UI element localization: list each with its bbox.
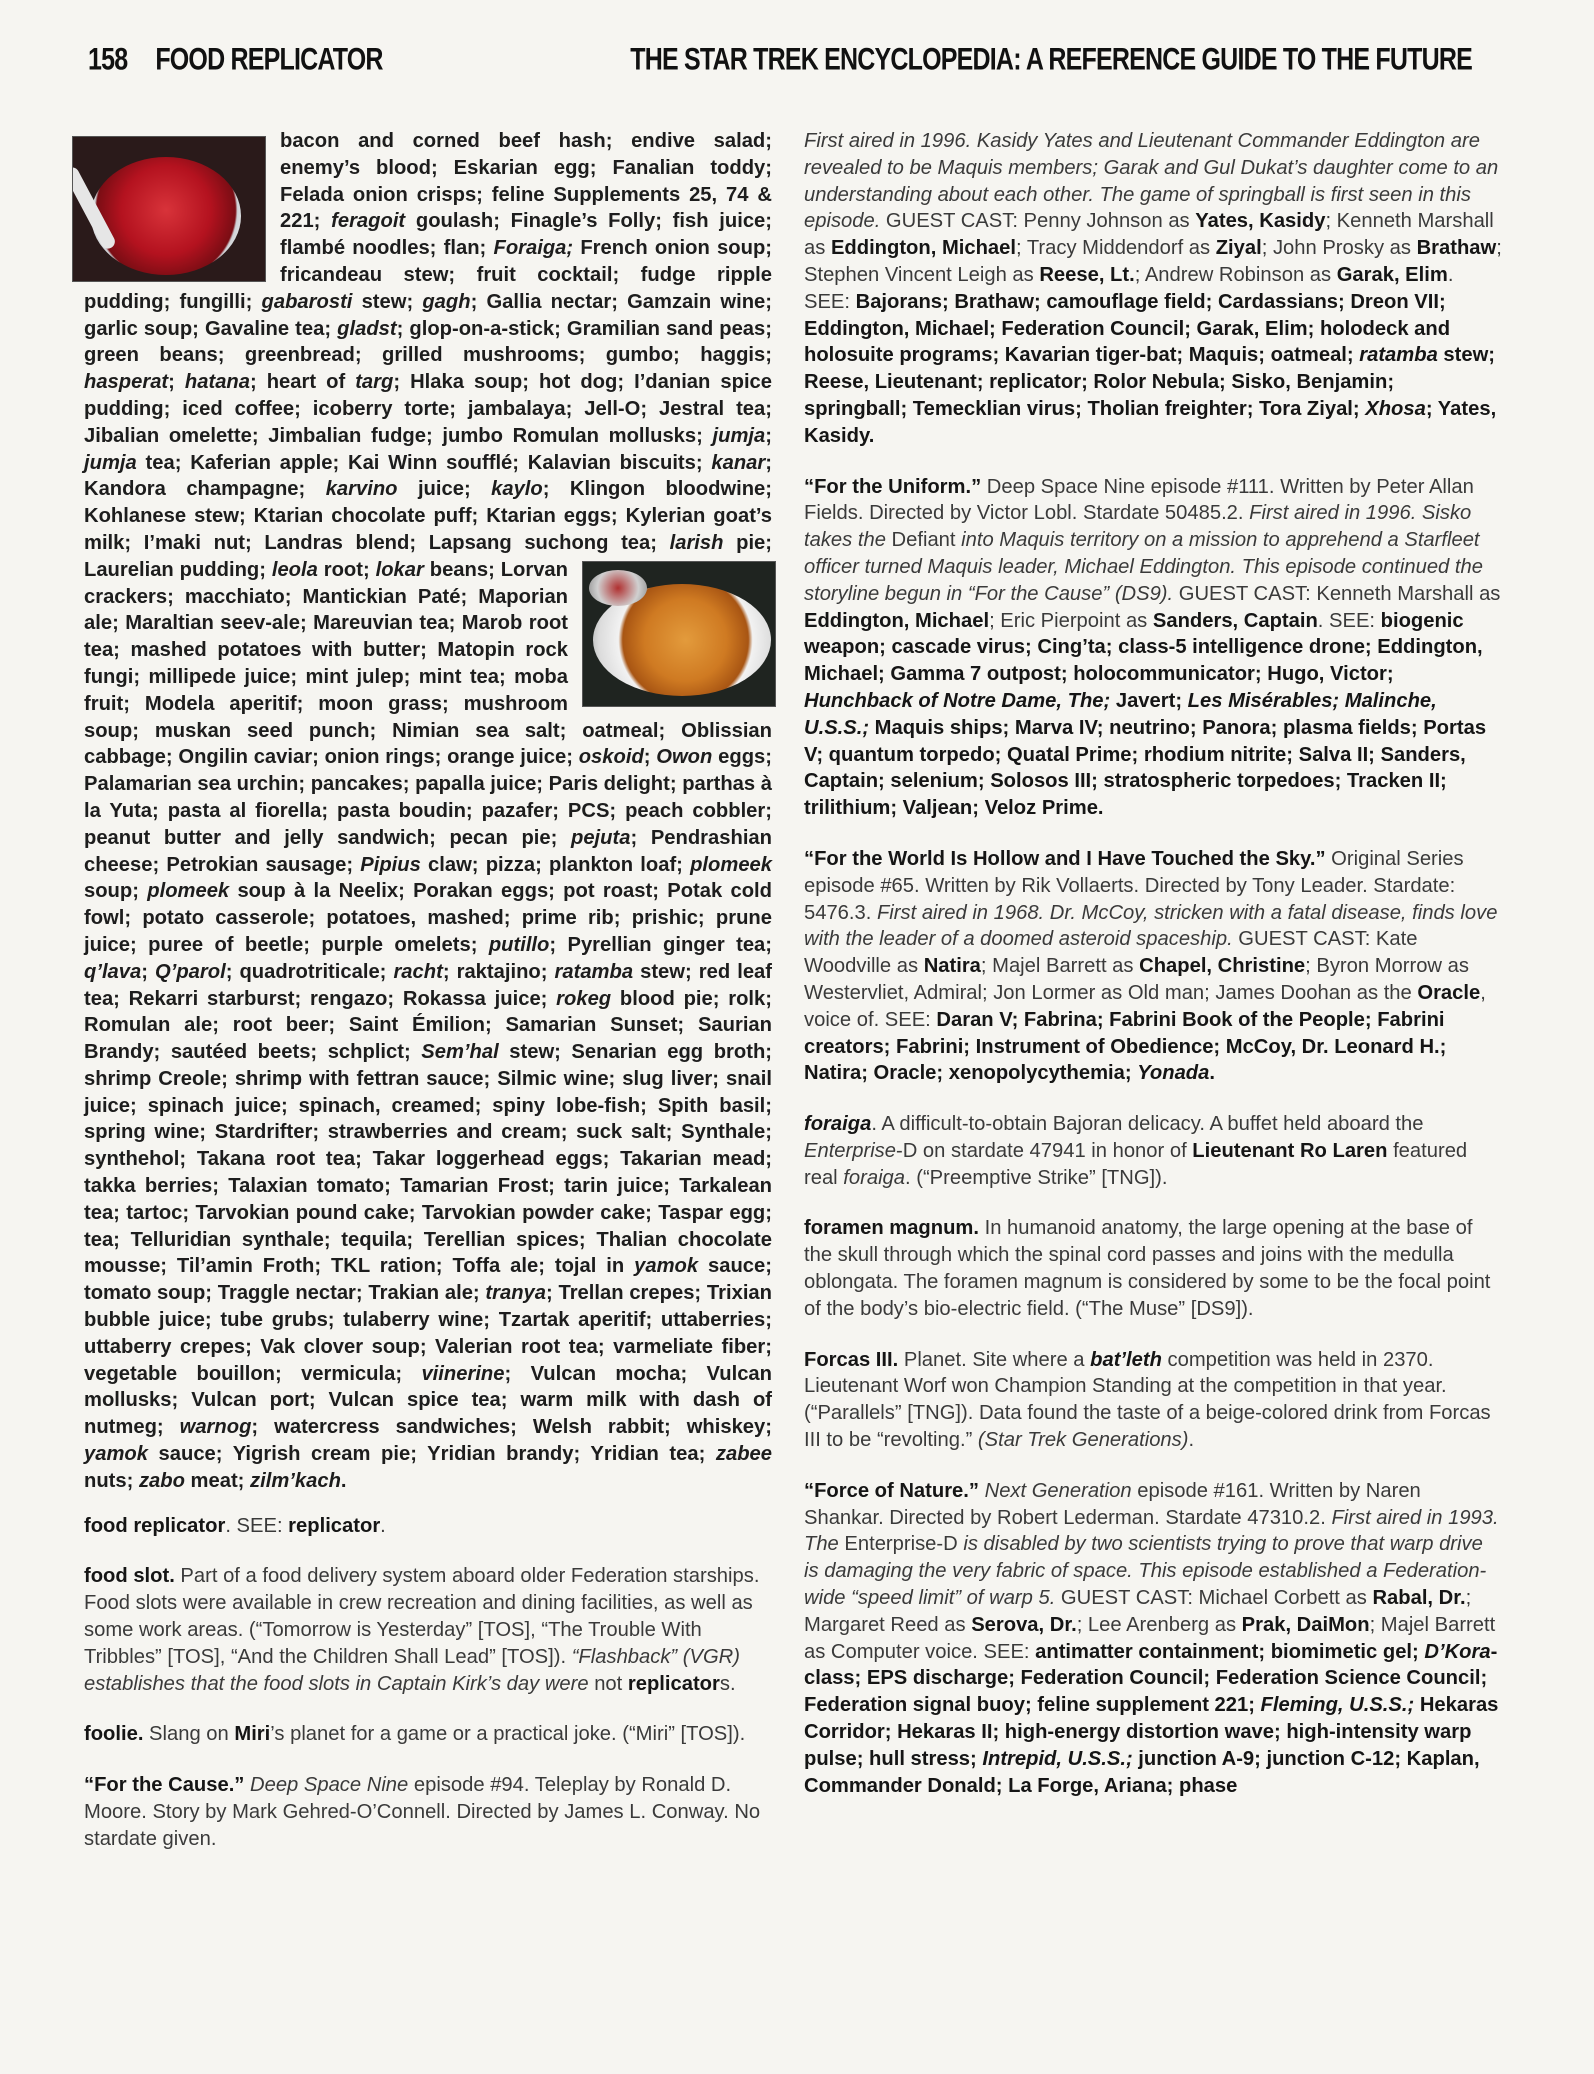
cast-name: Prak, DaiMon xyxy=(1241,1613,1370,1636)
see-also: Bajorans; Brathaw; camouflage field; Cardassians; Dreon VII; Eddington, Michael; Federation Council; Garak, Elim; holodeck and holosuite programs; Kavarian tiger-bat; Maquis; oatmeal; xyxy=(804,290,1451,367)
list-text: ; xyxy=(765,424,772,447)
see-also: antimatter containment; biomimetic gel; xyxy=(1035,1640,1425,1663)
list-term: lokar xyxy=(375,558,424,581)
list-text: stew; red leaf tea; Rekarri starburst; rengazo; Rokassa juice; xyxy=(84,960,772,1010)
list-term: q’lava xyxy=(84,960,142,983)
see-also: stew; Reese, Lieutenant; replicator; Rolor Nebula; Sisko, Benjamin; springball; Temecklian virus; Tholian freighter; Tora Ziyal; xyxy=(804,344,1496,420)
headword: “For the Cause.” xyxy=(84,1774,245,1797)
headword: “For the Uniform.” xyxy=(804,475,982,498)
entry-text: ; Stephen Vincent Leigh as xyxy=(804,237,1502,286)
entry-text: GUEST CAST: Michael Corbett as xyxy=(1055,1587,1373,1610)
list-text: ; watercress sandwiches; Welsh rabbit; whiskey; xyxy=(251,1416,772,1439)
list-term: leola xyxy=(271,558,318,581)
cast-name: Garak, Elim xyxy=(1336,263,1448,286)
headword: foolie. xyxy=(84,1723,144,1746)
page-number: 158 xyxy=(88,41,128,77)
entry-forcas-iii xyxy=(804,1347,1502,1454)
cross-reference: Miri xyxy=(234,1723,271,1746)
list-term: Foraiga; xyxy=(493,237,574,260)
headword: foraiga xyxy=(804,1113,872,1136)
list-term: racht xyxy=(393,960,443,983)
list-term: zabo xyxy=(138,1469,185,1492)
ship-name: Enterprise xyxy=(804,1139,897,1162)
list-term: gabarosti xyxy=(261,290,353,313)
list-term: ratamba xyxy=(554,960,634,983)
entry-text: ; John Prosky as xyxy=(1261,237,1417,260)
entry-text: . SEE: xyxy=(804,263,1454,313)
entry-note: “Flashback” (VGR) establishes that the food slots in Captain Kirk’s day were xyxy=(84,1645,740,1695)
list-text: . xyxy=(340,1469,347,1492)
headword: Forcas III. xyxy=(804,1348,899,1371)
synopsis: First aired in 1968. Dr. McCoy, stricken with a fatal disease, finds love with the leader of a doomed asteroid spaceship. xyxy=(804,901,1498,951)
list-term: warnog xyxy=(179,1416,252,1439)
entry-text: , voice of. SEE: xyxy=(804,981,1486,1031)
entry-text: Part of a food delivery system aboard older Federation starships. Food slots were available in crew recreation and dining facilities, as well as some work areas. (“Tomorrow is Yesterday” [TOS], “The Trouble With Tribbles” [TOS], “And the Children Shall Lead” [TOS]). xyxy=(84,1565,760,1668)
list-text: ; quadrotriticale; xyxy=(225,960,394,983)
headword: “For the World Is Hollow and I Have Touched the Sky.” xyxy=(804,847,1326,870)
list-text: ; Klingon bloodwine; Kohlanese stew; Ktarian chocolate puff; Ktarian eggs; Kylerian goat’s milk; I’maki nut; Landras blend; Lapsang suchong tea; xyxy=(84,478,773,554)
cast-name: Serova, Dr. xyxy=(971,1613,1077,1636)
ship-name: Defiant xyxy=(885,529,962,552)
list-term: zabee xyxy=(715,1443,772,1466)
list-text: meat; xyxy=(184,1469,251,1492)
synopsis: First aired in 1996. Kasidy Yates and Lieutenant Commander Eddington are revealed to be Maquis members; Garak and Gul Dukat’s daughter come to an understanding about each other. The game of springball is first seen in this episode. xyxy=(804,130,1499,233)
list-text: ; Kandora champagne; xyxy=(84,451,772,501)
list-term: Pipius xyxy=(360,853,421,876)
list-term: pejuta xyxy=(571,826,631,849)
list-text: ; heart of xyxy=(249,371,356,394)
list-text: ; Pyrellian ginger tea; xyxy=(549,933,772,956)
list-text: ; xyxy=(141,960,156,983)
book-title: THE STAR TREK ENCYCLOPEDIA: A REFERENCE GUIDE TO THE FUTURE xyxy=(630,41,1472,77)
synopsis: into Maquis territory on a mission to apprehend a Starfleet officer turned Maquis leader, Michael Eddington. This episode continued the storyline begun in “For the Cause” (DS9). xyxy=(804,529,1483,605)
headword: “Force of Nature.” xyxy=(804,1479,979,1502)
entry-text: featured real xyxy=(804,1139,1468,1189)
list-term: targ xyxy=(355,371,394,394)
list-text: ; xyxy=(643,746,657,769)
running-header xyxy=(88,41,1472,78)
entry-text: GUEST CAST: Penny Johnson as xyxy=(880,210,1196,233)
cast-name: Yates, Kasidy xyxy=(1195,210,1326,233)
list-text: goulash; Finagle’s Folly; fish juice; flambé noodles; flan; xyxy=(280,210,773,260)
list-text: pie; Laurelian pudding; xyxy=(84,531,773,581)
synopsis: First aired in 1993. The xyxy=(804,1506,1499,1556)
list-term: hatana xyxy=(184,371,250,394)
list-term: gladst xyxy=(337,317,397,340)
see-also: Daran V; Fabrina; Fabrini Book of the People; Fabrini creators; Fabrini; Instrument of Obedience; McCoy, Dr. Leonard H.; Natira; Oracle; xenopolycythemia; xyxy=(804,1008,1447,1085)
list-text: sauce; tomato soup; Traggle nectar; Trakian ale; xyxy=(84,1255,772,1305)
entry-for-the-uniform xyxy=(804,474,1502,822)
section-title: FOOD REPLICATOR xyxy=(155,41,383,77)
ship-name: Enterprise-D xyxy=(838,1533,964,1556)
see-also: Fleming, U.S.S.; xyxy=(1260,1694,1415,1717)
list-text: ; Trellan crepes; Trixian bubble juice; tube grubs; tulaberry wine; Tzartak aperitif; uttaberries; uttaberry crepes; Vak clover soup; Valerian root tea; varmeliate fiber; vegetable bouillon; vermicula; xyxy=(84,1282,772,1385)
list-term: plomeek xyxy=(147,880,230,903)
side-dish-image xyxy=(589,570,647,606)
list-term: zilm’kach xyxy=(250,1469,341,1492)
entry-text: -D on stardate 47941 in honor of xyxy=(896,1139,1193,1162)
see-also: Maquis ships; Marva IV; neutrino; Panora; plasma fields; Portas V; quantum torpedo; Quatal Prime; rhodium nitrite; Salva II; Sanders, Captain; selenium; Solosos III; stratospheric torpedoes; Tracken II; trilithium; Valjean; Veloz Prime. xyxy=(804,716,1487,820)
cross-reference: replicator xyxy=(627,1672,720,1695)
entry-text: episode #161. Written by Naren Shankar. Directed by Robert Lederman. Stardate 47310.2. xyxy=(804,1479,1421,1529)
cast-name: Chapel, Christine xyxy=(1139,955,1306,978)
term: foraiga xyxy=(843,1166,906,1189)
entry-text: ; Majel Barrett as xyxy=(980,955,1140,978)
cross-reference: replicator xyxy=(288,1514,381,1537)
entry-text: ; Margaret Reed as xyxy=(804,1587,1472,1636)
cast-name: Reese, Lt. xyxy=(1039,263,1135,286)
list-term: karvino xyxy=(325,478,398,501)
see-also: Yonada xyxy=(1137,1062,1210,1085)
cast-name: Rabal, Dr. xyxy=(1372,1587,1466,1610)
cast-name: Brathaw xyxy=(1416,237,1497,260)
entry-text: episode #94. Teleplay by Ronald D. Moore. Story by Mark Gehred-O’Connell. Directed by James L. Conway. No stardate given. xyxy=(84,1774,761,1850)
list-text: ; glop-on-a-stick; Gramilian sand peas; green beans; greenbread; grilled mushrooms; gumbo; haggis; xyxy=(84,317,772,367)
see-also: D’Kora xyxy=(1424,1640,1491,1663)
entry-text: Deep Space Nine episode #111. Written by Peter Allan Fields. Directed by Victor Lobl. Stardate 50485.2. xyxy=(804,475,1474,525)
list-term: hasperat xyxy=(84,371,169,394)
list-text: sauce; Yigrish cream pie; Yridian brandy; Yridian tea; xyxy=(147,1443,716,1466)
entry-text: ; Eric Pierpoint as xyxy=(989,609,1153,632)
list-term: jumja xyxy=(712,424,766,447)
entry-text: ’s planet for a game or a practical joke. (“Miri” [TOS]). xyxy=(270,1723,746,1746)
cast-name: Eddington, Michael xyxy=(830,237,1016,260)
entry-for-the-cause-continued xyxy=(804,128,1502,450)
list-text: stew; Senarian egg broth; shrimp Creole; shrimp with fettran sauce; Silmic wine; slug liver; snail juice; spinach juice; spinach, creamed; spiny lobe-fish; Spith basil; spring wine; Stardrifter; strawberries and cream; suck salt; Synthale; synthehol; Takana root tea; Takar loggerhead eggs; Takarian mead; takka berries; Talaxian tomato; Tamarian Frost; tarin juice; Tarkalean tea; tartoc; Tarvokian pound cake; Tarvokian powder cake; Taspar egg; tea; Telluridian synthale; tequila; Terellian spices; Thalian chocolate mousse; Til’amin Froth; TKL ration; Toffa ale; tojal in xyxy=(84,1041,772,1278)
list-text: French onion soup; fricandeau stew; fruit cocktail; fudge ripple pudding; fungilli; xyxy=(84,237,772,313)
list-text: tea; Kaferian apple; Kai Winn soufflé; Kalavian biscuits; xyxy=(136,451,712,474)
orange-dish-photo xyxy=(582,561,776,707)
entry-for-the-cause xyxy=(84,1772,772,1852)
list-term: kaylo xyxy=(491,478,543,501)
entry-text: . xyxy=(1188,1429,1195,1452)
list-text: nuts; xyxy=(84,1469,139,1492)
list-text: soup à la Neelix; Porakan eggs; pot roast; Potak cold fowl; potato casserole; potatoes, mashed; prime rib; prishic; prune juice; puree of beetle; purple omelets; xyxy=(84,880,772,956)
right-column xyxy=(804,128,1502,1823)
list-term: yamok xyxy=(634,1255,699,1278)
list-text: root; xyxy=(317,558,376,581)
list-text: juice; xyxy=(397,478,492,501)
list-text: ; xyxy=(168,371,185,394)
list-term: putillo xyxy=(488,933,550,956)
list-text: soup; xyxy=(84,880,148,903)
see-also: Hekaras Corridor; Hekaras II; high-energy distortion wave; high-intensity warp pulse; hull stress; xyxy=(804,1694,1499,1770)
entry-text: Planet. Site where a xyxy=(898,1348,1091,1371)
cast-name: Eddington, Michael xyxy=(804,609,990,632)
entry-foraiga xyxy=(804,1111,1502,1191)
list-text: ; raktajino; xyxy=(442,960,555,983)
entry-text: . SEE: xyxy=(225,1514,289,1537)
entry-text: In humanoid anatomy, the large opening at the base of the skull through which the spinal cord passes and joins with the medulla oblongata. The foramen magnum is considered by some to be the focal point of the body’s bio-electric field. (“The Muse” [DS9]). xyxy=(804,1217,1491,1320)
cross-reference: Lieutenant Ro Laren xyxy=(1192,1139,1388,1162)
entry-text: . SEE: xyxy=(1317,609,1381,632)
cast-name: Oracle xyxy=(1417,981,1481,1004)
see-also: . xyxy=(1209,1062,1215,1085)
see-also: Les Misérables; Malinche, U.S.S.; xyxy=(804,689,1437,739)
list-text: bacon and corned beef hash; endive salad; enemy’s blood; Eskarian egg; Fanalian toddy; Felada onion crisps; feline Supplements 25, 74 & 221; xyxy=(280,130,772,233)
list-text: beans; Lorvan crackers; macchiato; Mantickian Paté; Maporian ale; Maraltian seev-ale; Mareuvian tea; Marob root tea; mashed potatoes with butter; Matopin rock fungi; millipede juice; mint julep; mint tea; moba fruit; Modela aperitif; moon grass; mushroom soup; muskan seed punch; Nimian sea salt; oatmeal; Oblissian cabbage; Ongilin caviar; onion rings; orange juice; xyxy=(84,558,772,769)
list-term: kanar xyxy=(711,451,766,474)
entry-text: ; Andrew Robinson as xyxy=(1134,263,1337,286)
see-also: Javert; xyxy=(1110,689,1188,712)
entry-food-slot xyxy=(84,1563,772,1697)
entry-text: . xyxy=(380,1514,386,1537)
entry-text: . A difficult-to-obtain Bajoran delicacy. A buffet held aboard the xyxy=(871,1113,1424,1136)
see-also: ratamba xyxy=(1359,344,1438,367)
red-dish-photo xyxy=(72,136,266,282)
list-term: Q’parol xyxy=(155,960,226,983)
header-left xyxy=(88,42,383,78)
list-text: ; Pendrashian cheese; Petrokian sausage; xyxy=(84,826,772,876)
see-also: junction A-9; junction C-12; Kaplan, Commander Donald; La Forge, Ariana; phase xyxy=(804,1747,1480,1797)
cast-name: Ziyal xyxy=(1215,237,1262,260)
list-text: blood pie; rolk; Romulan ale; root beer; Saint Émilion; Samarian Sunset; Saurian Brandy; sautéed beets; schplict; xyxy=(84,987,772,1064)
entry-text: s. xyxy=(719,1672,736,1695)
entry-text: ; Majel Barrett as Computer voice. SEE: xyxy=(804,1613,1496,1663)
entry-text: ; Lee Arenberg as xyxy=(1076,1613,1242,1636)
headword: food replicator xyxy=(84,1514,226,1537)
synopsis: First aired in 1996. Sisko takes the xyxy=(804,502,1472,552)
list-text: ; Gallia nectar; Gamzain wine; garlic soup; Gavaline tea; xyxy=(84,290,772,340)
synopsis: is disabled by two scientists trying to prove that warp drive is damaging the very fabric of space. This episode established a Federation-wide “speed limit” of warp 5. xyxy=(804,1533,1487,1610)
entry-text: not xyxy=(588,1672,628,1695)
film-title: (Star Trek Generations) xyxy=(977,1429,1189,1452)
see-also: Hunchback of Notre Dame, The; xyxy=(804,689,1111,712)
entry-foramen-magnum xyxy=(804,1215,1502,1322)
headword: food slot. xyxy=(84,1565,175,1588)
entry-text: GUEST CAST: Kenneth Marshall as xyxy=(1173,582,1501,605)
entry-foolie xyxy=(84,1721,772,1748)
list-text: claw; pizza; plankton loaf; xyxy=(420,853,691,876)
left-column xyxy=(84,128,772,1877)
entry-text: ; Tracy Middendorf as xyxy=(1016,237,1216,260)
entry-text: . (“Preemptive Strike” [TNG]). xyxy=(905,1166,1168,1189)
entry-text: Slang on xyxy=(143,1723,235,1746)
entry-text: ; Kenneth Marshall as xyxy=(804,210,1494,260)
entry-text: GUEST CAST: Kate Woodville as xyxy=(804,928,1418,978)
list-text: eggs; Palamarian sea urchin; pancakes; papalla juice; Paris delight; parthas à la Yuta; pasta al fiorella; pasta boudin; pazafer; PCS; peach cobbler; peanut butter and jelly sandwich; pecan pie; xyxy=(84,746,772,849)
see-also: ; Yates, Kasidy. xyxy=(804,397,1497,447)
bowl-image xyxy=(91,157,241,275)
list-term: feragoit xyxy=(331,210,406,233)
cast-name: Sanders, Captain xyxy=(1152,609,1318,632)
list-term: tranya xyxy=(485,1282,546,1305)
list-term: plomeek xyxy=(690,853,772,876)
see-also: Intrepid, U.S.S.; xyxy=(982,1747,1133,1770)
series-name: Deep Space Nine xyxy=(250,1774,409,1797)
list-text: stew; xyxy=(352,290,423,313)
list-term: gagh xyxy=(422,290,471,313)
entry-for-the-world-is-hollow xyxy=(804,846,1502,1087)
list-text: ; Vulcan mocha; Vulcan mollusks; Vulcan port; Vulcan spice tea; warm milk with dash of nutmeg; xyxy=(84,1362,772,1439)
entry-text: competition was held in 2370. Lieutenant Worf won Champion Standing at the competition in that year. (“Parallels” [TNG]). Data found the taste of a beige-colored drink from Forcas III to be “revolting.” xyxy=(804,1348,1491,1452)
list-term: viinerine xyxy=(421,1362,505,1385)
entry-text: Original Series episode #65. Written by Rik Vollaerts. Directed by Tony Leader. Stardate: 5476.3. xyxy=(804,847,1464,924)
headword: foramen magnum. xyxy=(804,1217,979,1240)
cross-reference: bat’leth xyxy=(1090,1348,1162,1371)
list-term: Sem’hal xyxy=(421,1041,499,1064)
list-term: jumja xyxy=(84,451,137,474)
entry-force-of-nature xyxy=(804,1478,1502,1800)
entry-food-replicator xyxy=(84,1513,772,1540)
list-term: larish xyxy=(669,531,724,554)
series-name: Next Generation xyxy=(984,1479,1132,1502)
list-term: oskoid xyxy=(578,746,644,769)
list-term: rokeg xyxy=(556,987,612,1010)
list-term: yamok xyxy=(84,1443,148,1466)
food-list xyxy=(84,128,772,1495)
list-text: ; Hlaka soup; hot dog; I’danian spice pudding; iced coffee; icoberry torte; jambalaya; Jell-O; Jestral tea; Jibalian omelette; Jimbalian fudge; jumbo Romulan mollusks; xyxy=(84,371,773,447)
see-also: Xhosa xyxy=(1365,397,1426,420)
list-term: Owon xyxy=(656,746,713,769)
see-also: -class; EPS discharge; Federation Council; Federation Science Council; Federation signal buoy; feline supplement 221; xyxy=(804,1640,1498,1717)
entry-text: ; Byron Morrow as Westervliet, Admiral; Jon Lormer as Old man; James Doohan as the xyxy=(804,955,1469,1004)
cast-name: Natira xyxy=(923,955,981,978)
see-also: biogenic weapon; cascade virus; Cing’ta; class-5 intelligence drone; Eddington, Michael; Gamma 7 outpost; holocommunicator; Hugo, Victor; xyxy=(804,609,1483,686)
